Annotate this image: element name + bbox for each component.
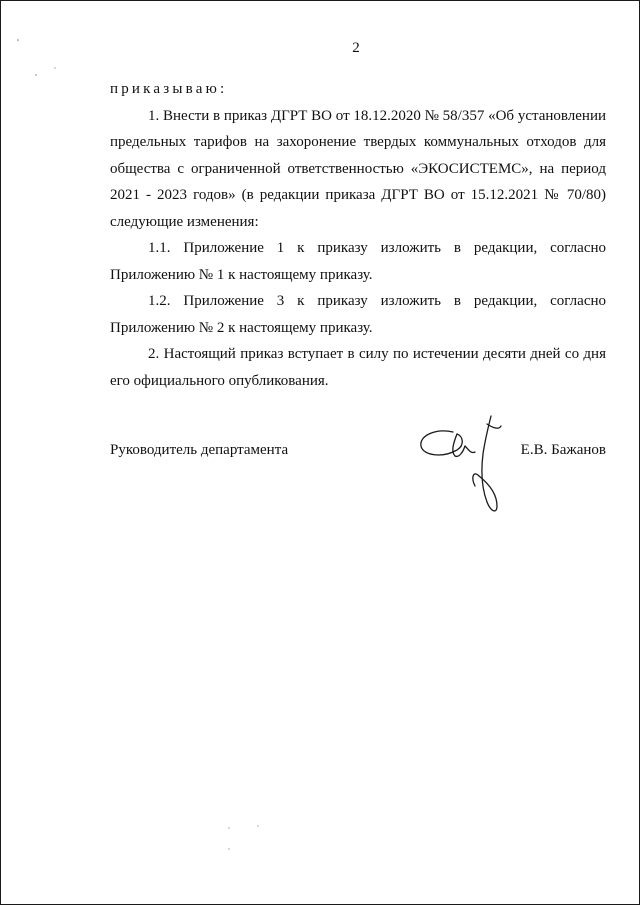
decree-word: приказываю: [110, 81, 228, 97]
page-number: 2 [352, 40, 360, 56]
paragraph-2: 2. Настоящий приказ вступает в силу по истечении десяти дней со дня его официального опубликования. [110, 346, 606, 389]
paragraph-1-1: 1.1. Приложение 1 к приказу изложить в редакции, согласно Приложению № 1 к настоящему приказу. [110, 240, 606, 283]
paragraph-1: 1. Внести в приказ ДГРТ ВО от 18.12.2020 № 58/357 «Об установлении предельных тарифов на захоронение твердых коммунальных отходов для общества с ограниченной ответственностью «ЭКОСИСТЕМС», на период 2021 - 2023 годов» (в редакции приказа ДГРТ ВО от 15.12.2021 № 70/80) следующие изменения: [110, 107, 607, 230]
document-body [110, 76, 606, 394]
paragraph-1-2: 1.2. Приложение 3 к приказу изложить в редакции, согласно Приложению № 2 к настоящему приказу. [110, 293, 606, 336]
signature-block [110, 440, 606, 520]
signer-position: Руководитель департамента [110, 442, 289, 458]
signer-name: Е.В. Бажанов [520, 442, 606, 458]
handwritten-signature [413, 414, 523, 519]
